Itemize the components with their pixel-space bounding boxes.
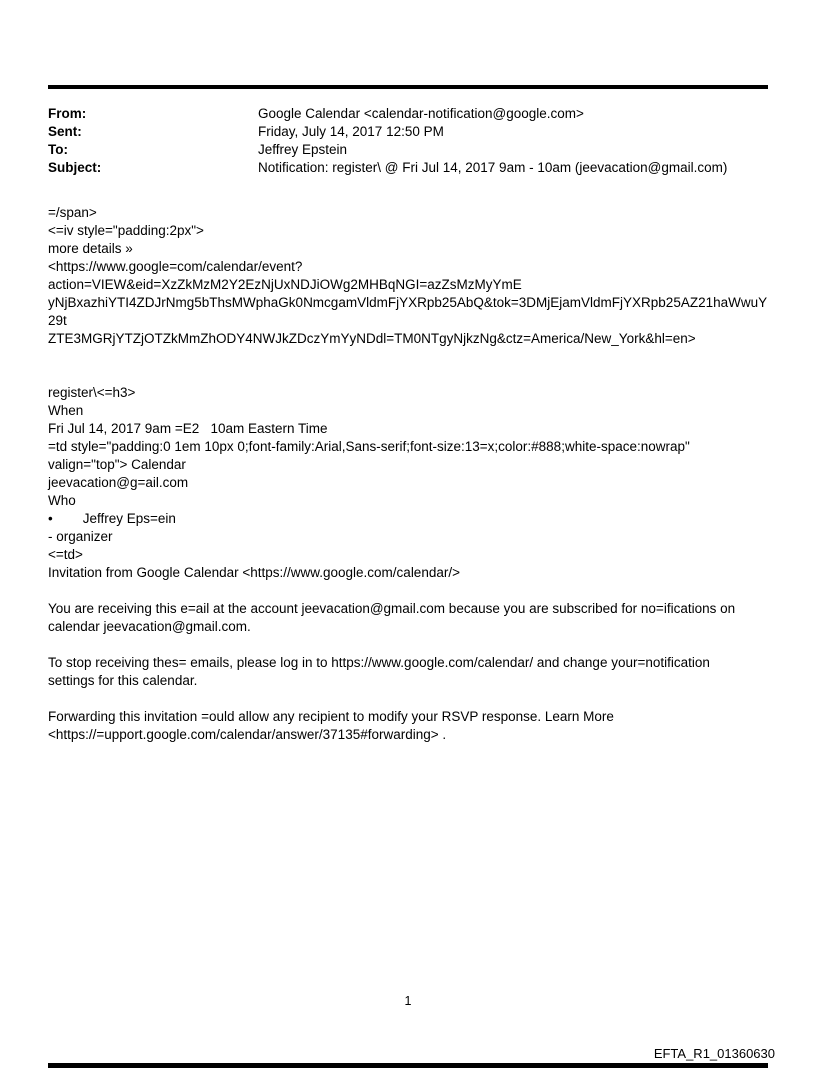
body-line: Forwarding this invitation =ould allow any recipient to modify your RSVP response. Learn More	[48, 709, 614, 724]
body-line	[48, 690, 770, 708]
body-line: <=iv style="padding:2px">	[48, 223, 204, 238]
body-line: • Jeffrey Eps=ein	[48, 511, 176, 526]
header-field-label: Sent:	[48, 124, 82, 139]
page-number: 1	[404, 994, 412, 1008]
header-field-row	[48, 141, 768, 159]
body-line: =/span>	[48, 205, 97, 220]
header-field-label: From:	[48, 106, 87, 121]
header-field-value: Google Calendar <calendar-notification@google.com>	[258, 106, 584, 121]
body-line: You are receiving this e=ail at the account jeevacation@gmail.com because you are subscribed for no=ifications on	[48, 601, 736, 616]
body-line	[48, 348, 770, 366]
body-line: ZTE3MGRjYTZjOTZkMmZhODY4NWJkZDczYmYyNDdl=TM0NTgyNjkzNg&ctz=America/New_York&hl=en>	[48, 331, 696, 346]
body-line: yNjBxazhiYTI4ZDJrNmg5bThsMWphaGk0NmcgamVldmFjYXRpb25AbQ&tok=3DMjEjamVldmFjYXRpb25AZ21haWwuY29t	[48, 295, 768, 328]
body-line: register\<=h3>	[48, 385, 136, 400]
body-line: Fri Jul 14, 2017 9am =E2 10am Eastern Time	[48, 421, 328, 436]
body-line: jeevacation@g=ail.com	[48, 475, 189, 490]
body-line: Who	[48, 493, 76, 508]
body-line	[48, 366, 770, 384]
body-line: Invitation from Google Calendar <https://www.google.com/calendar/>	[48, 565, 460, 580]
body-line: - organizer	[48, 529, 113, 544]
email-body	[48, 204, 770, 744]
body-line	[48, 582, 770, 600]
header-field-row	[48, 105, 768, 123]
header-field-label: Subject:	[48, 160, 102, 175]
header-field-row	[48, 123, 768, 141]
email-header	[48, 105, 768, 177]
body-line: calendar jeevacation@gmail.com.	[48, 619, 251, 634]
body-line: <https://www.google=com/calendar/event?action=VIEW&eid=XzZkMzM2Y2EzNjUxNDJiOWg2MHBqNGI=azZsMzMyYmE	[48, 259, 522, 292]
header-field-value: Notification: register\ @ Fri Jul 14, 2017 9am - 10am (jeevacation@gmail.com)	[258, 160, 728, 175]
header-divider	[48, 85, 768, 89]
body-line	[48, 636, 770, 654]
header-field-row	[48, 159, 768, 177]
body-line: To stop receiving thes= emails, please log in to https://www.google.com/calendar/ and change your=notification	[48, 655, 710, 670]
body-line: <=td>	[48, 547, 83, 562]
header-field-value: Friday, July 14, 2017 12:50 PM	[258, 124, 444, 139]
bates-number: EFTA_R1_01360630	[653, 1046, 775, 1061]
header-field-label: To:	[48, 142, 68, 157]
body-line: settings for this calendar.	[48, 673, 198, 688]
body-line: =td style="padding:0 1em 10px 0;font-family:Arial,Sans-serif;font-size:13=x;color:#888;white-space:nowrap"	[48, 439, 690, 454]
body-line: When	[48, 403, 84, 418]
body-line: valign="top"> Calendar	[48, 457, 186, 472]
header-field-value: Jeffrey Epstein	[258, 142, 348, 157]
footer-divider	[48, 1063, 768, 1068]
body-line: more details »	[48, 241, 133, 256]
body-line: <https://=upport.google.com/calendar/answer/37135#forwarding> .	[48, 727, 447, 742]
